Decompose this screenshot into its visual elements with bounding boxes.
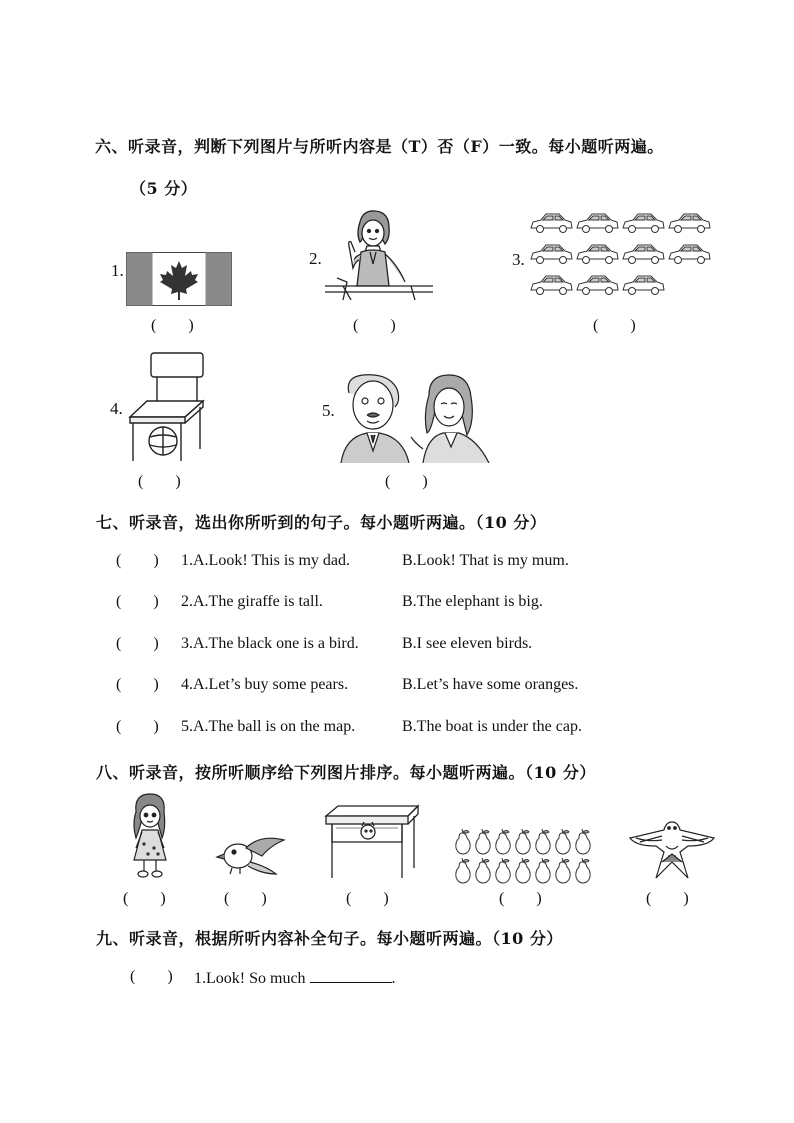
desk-with-toy-picture: [324, 804, 420, 880]
part7-heading: 七、听录音，选出你所听到的句子。每小题听两遍。（10 分）: [96, 513, 547, 532]
answer-paren[interactable]: ( ): [123, 890, 166, 907]
answer-paren[interactable]: ( ): [353, 317, 396, 334]
item-number: 5.: [322, 401, 335, 420]
car-icon: [623, 245, 664, 264]
pear-icon: [496, 858, 510, 883]
option-b: B.The elephant is big.: [402, 593, 543, 610]
option-b: B.Let’s have some oranges.: [402, 676, 579, 693]
pear-icon: [496, 829, 510, 854]
canada-flag-picture: [126, 252, 232, 306]
car-icon: [623, 276, 664, 295]
eleven-cars-picture: [527, 210, 715, 306]
answer-paren[interactable]: ( ): [116, 718, 159, 735]
pear-icon: [536, 858, 550, 883]
car-icon: [531, 214, 572, 233]
part8-heading: 八、听录音，按所听顺序给下列图片排序。每小题听两遍。（10 分）: [96, 763, 596, 782]
pear-icon: [516, 858, 530, 883]
kite-picture: [626, 816, 718, 882]
answer-paren[interactable]: ( ): [116, 552, 159, 569]
car-icon: [577, 276, 618, 295]
answer-blank[interactable]: [310, 968, 392, 983]
answer-paren[interactable]: ( ): [646, 890, 689, 907]
car-icon: [669, 214, 710, 233]
answer-paren[interactable]: ( ): [224, 890, 267, 907]
answer-paren[interactable]: ( ): [385, 473, 428, 490]
car-icon: [531, 276, 572, 295]
answer-paren[interactable]: ( ): [116, 593, 159, 610]
part6-score: （5 分）: [130, 179, 198, 198]
car-icon: [577, 214, 618, 233]
answer-paren[interactable]: ( ): [499, 890, 542, 907]
fill-in-sentence: [194, 968, 396, 988]
option-b: B.The boat is under the cap.: [402, 718, 582, 735]
pear-icon: [456, 829, 470, 854]
answer-paren[interactable]: ( ): [593, 317, 636, 334]
option-a: 3.A.The black one is a bird.: [181, 635, 359, 652]
car-icon: [531, 245, 572, 264]
pear-icon: [516, 829, 530, 854]
pear-icon: [456, 858, 470, 883]
answer-paren[interactable]: ( ): [151, 317, 194, 334]
ball-under-desk-picture: [125, 351, 207, 463]
option-a: 2.A.The giraffe is tall.: [181, 593, 323, 610]
option-a: 1.A.Look! This is my dad.: [181, 552, 351, 569]
car-icon: [623, 214, 664, 233]
girl-picture: [126, 792, 174, 880]
grandparents-picture: [337, 371, 493, 463]
item-number: 1.: [111, 261, 124, 280]
option-b: B.I see eleven birds.: [402, 635, 533, 652]
answer-paren[interactable]: ( ): [346, 890, 389, 907]
pear-icon: [576, 858, 590, 883]
answer-paren[interactable]: ( ): [130, 968, 173, 985]
sentence-end: .: [391, 970, 396, 987]
pear-icon: [476, 829, 490, 854]
teacher-picture: [323, 208, 435, 300]
car-icon: [577, 245, 618, 264]
item-number: 3.: [512, 250, 525, 269]
answer-paren[interactable]: ( ): [116, 676, 159, 693]
part9-heading: 九、听录音，根据所听内容补全句子。每小题听两遍。（10 分）: [96, 929, 563, 948]
pear-icon: [576, 829, 590, 854]
answer-paren[interactable]: ( ): [138, 473, 181, 490]
sentence-start: 1.Look! So much: [194, 970, 306, 987]
item-number: 4.: [110, 399, 123, 418]
pear-icon: [556, 829, 570, 854]
option-a: 4.A.Let’s buy some pears.: [181, 676, 349, 693]
pear-icon: [556, 858, 570, 883]
item-number: 2.: [309, 249, 322, 268]
pears-picture: [452, 826, 596, 884]
answer-paren[interactable]: ( ): [116, 635, 159, 652]
car-icon: [669, 245, 710, 264]
pear-icon: [536, 829, 550, 854]
part6-heading: 六、听录音，判断下列图片与所听内容是（T）否（F）一致。每小题听两遍。: [95, 137, 664, 156]
option-b: B.Look! That is my mum.: [402, 552, 569, 569]
pear-icon: [476, 858, 490, 883]
bird-picture: [214, 832, 290, 876]
option-a: 5.A.The ball is on the map.: [181, 718, 356, 735]
